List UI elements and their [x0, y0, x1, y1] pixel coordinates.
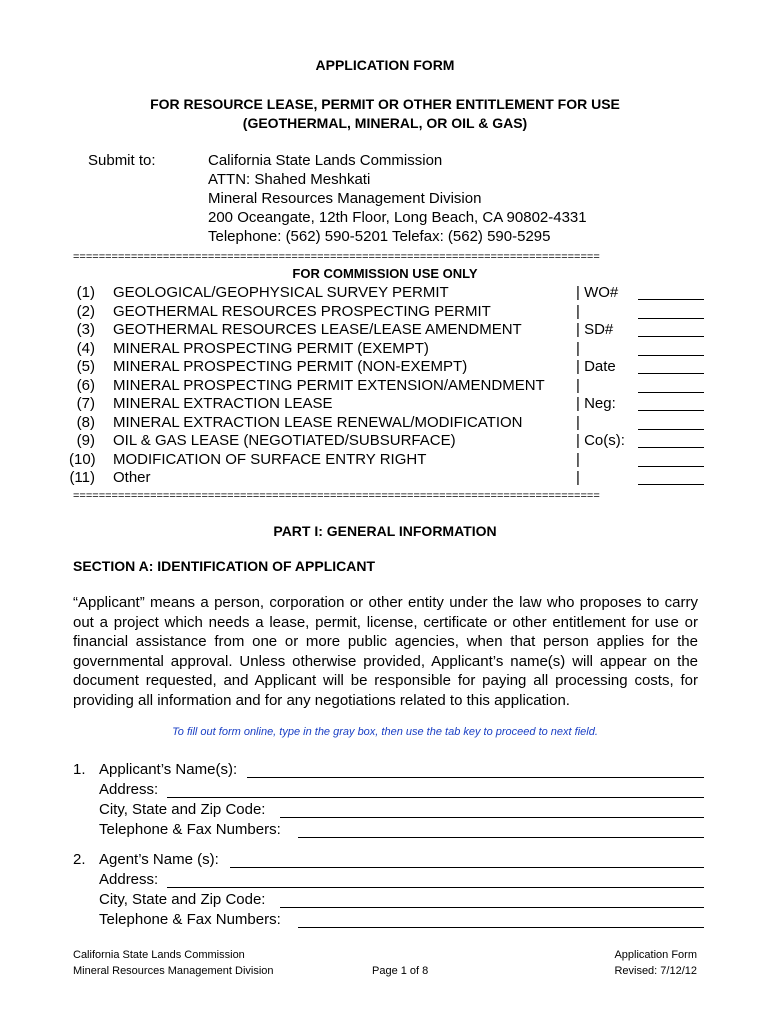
permit-number: (5) [76, 358, 95, 375]
commission-field-blank[interactable] [638, 318, 704, 319]
commission-field-blank[interactable] [638, 336, 704, 337]
permit-label: GEOLOGICAL/GEOPHYSICAL SURVEY PERMIT [113, 284, 449, 301]
commission-field-label: | [576, 376, 580, 394]
permit-label: MINERAL EXTRACTION LEASE [113, 395, 333, 412]
permit-number: (2) [76, 302, 95, 320]
commission-field-label: | Neg: [576, 395, 616, 412]
fill-instructions-note: To fill out form online, type in the gray box, then use the tab key to proceed to next field. [172, 726, 598, 738]
permit-number: (3) [76, 321, 95, 338]
commission-field-blank[interactable] [638, 447, 704, 448]
permit-label: MINERAL EXTRACTION LEASE RENEWAL/MODIFICATION [113, 413, 523, 431]
agent-phone-field[interactable] [298, 927, 704, 928]
commission-field-blank[interactable] [638, 392, 704, 393]
permit-label: MINERAL PROSPECTING PERMIT EXTENSION/AMENDMENT [113, 376, 545, 394]
agent-name-field[interactable] [230, 867, 704, 868]
permit-label: GEOTHERMAL RESOURCES LEASE/LEASE AMENDMENT [113, 321, 522, 338]
applicant-definition: “Applicant” means a person, corporation or other entity under the law who proposes to carry out a project which needs a lease, permit, license, certificate or other entitlement for use or financial assistance from one or more public agencies, when that person applies for the governmental approval. Unless otherwise provided, Applicant’s name(s) will appear on the document requested, and Applicant will be responsible for paying all processing costs, for providing all information and for any negotiations related to this application. [73, 594, 698, 709]
part-heading: PART I: GENERAL INFORMATION [273, 523, 497, 539]
commission-field-label: | WO# [576, 284, 619, 301]
permit-number: (8) [76, 413, 95, 431]
agent-number: 2. [73, 851, 86, 868]
commission-field-blank[interactable] [638, 429, 704, 430]
permit-label: MINERAL PROSPECTING PERMIT (EXEMPT) [113, 339, 429, 357]
submit-line: Telephone: (562) 590-5201 Telefax: (562) 590-5295 [208, 228, 551, 245]
applicant-name-label: Applicant’s Name(s): [99, 761, 238, 778]
agent-address-label: Address: [99, 871, 159, 888]
permit-label: OIL & GAS LEASE (NEGOTIATED/SUBSURFACE) [113, 432, 456, 449]
agent-city-field[interactable] [280, 907, 704, 908]
commission-field-blank[interactable] [638, 355, 704, 356]
permit-label: GEOTHERMAL RESOURCES PROSPECTING PERMIT [113, 302, 491, 320]
applicant-number: 1. [73, 761, 86, 778]
commission-field-label: | Co(s): [576, 432, 625, 449]
commission-heading: FOR COMMISSION USE ONLY [292, 266, 478, 281]
form-title: APPLICATION FORM [315, 57, 455, 73]
agent-city-label: City, State and Zip Code: [99, 891, 266, 908]
footer-right-line2: Revised: 7/12/12 [614, 965, 697, 977]
submit-label: Submit to: [88, 152, 156, 169]
commission-field-label: | SD# [576, 321, 614, 338]
commission-field-blank[interactable] [638, 466, 704, 467]
applicant-address-field[interactable] [167, 797, 704, 798]
separator-top: ================================================================================== [73, 251, 600, 263]
commission-field-blank[interactable] [638, 373, 704, 374]
permit-number: (6) [76, 376, 95, 394]
applicant-name-field[interactable] [247, 777, 704, 778]
commission-field-blank[interactable] [638, 410, 704, 411]
commission-field-label: | [576, 302, 580, 320]
submit-line: 200 Oceangate, 12th Floor, Long Beach, CA 90802-4331 [208, 209, 587, 226]
separator-bottom: ================================================================================== [73, 490, 600, 502]
agent-phone-label: Telephone & Fax Numbers: [99, 911, 281, 928]
section-heading: SECTION A: IDENTIFICATION OF APPLICANT [73, 558, 376, 574]
commission-field-blank[interactable] [638, 299, 704, 300]
footer-page-number: Page 1 of 8 [372, 965, 429, 977]
permit-number: (11) [69, 469, 95, 486]
applicant-city-label: City, State and Zip Code: [99, 801, 266, 818]
submit-line: Mineral Resources Management Division [208, 190, 482, 207]
permit-number: (10) [69, 450, 96, 468]
applicant-phone-field[interactable] [298, 837, 704, 838]
footer-right-line1: Application Form [614, 949, 697, 961]
permit-number: (1) [76, 284, 95, 301]
permit-label: Other [113, 469, 151, 486]
submit-line: ATTN: Shahed Meshkati [208, 171, 371, 188]
agent-address-field[interactable] [167, 887, 704, 888]
commission-field-label: | [576, 339, 580, 357]
permit-number: (7) [76, 395, 95, 412]
applicant-city-field[interactable] [280, 817, 704, 818]
submit-line: California State Lands Commission [208, 152, 443, 169]
form-subtitle-line1: FOR RESOURCE LEASE, PERMIT OR OTHER ENTITLEMENT FOR USE [150, 96, 620, 112]
commission-field-label: | [576, 413, 580, 431]
permit-number: (4) [76, 339, 95, 357]
applicant-phone-label: Telephone & Fax Numbers: [99, 821, 281, 838]
agent-name-label: Agent’s Name (s): [99, 851, 219, 868]
footer-left-line2: Mineral Resources Management Division [73, 965, 274, 977]
commission-field-label: | Date [576, 358, 616, 375]
commission-field-label: | [576, 450, 580, 468]
commission-field-blank[interactable] [638, 484, 704, 485]
form-subtitle-line2: (GEOTHERMAL, MINERAL, OR OIL & GAS) [242, 115, 528, 131]
permit-number: (9) [76, 432, 95, 449]
commission-field-label: | [576, 469, 580, 486]
applicant-address-label: Address: [99, 781, 159, 798]
footer-left-line1: California State Lands Commission [73, 949, 245, 961]
permit-label: MODIFICATION OF SURFACE ENTRY RIGHT [113, 450, 427, 468]
permit-label: MINERAL PROSPECTING PERMIT (NON-EXEMPT) [113, 358, 468, 375]
